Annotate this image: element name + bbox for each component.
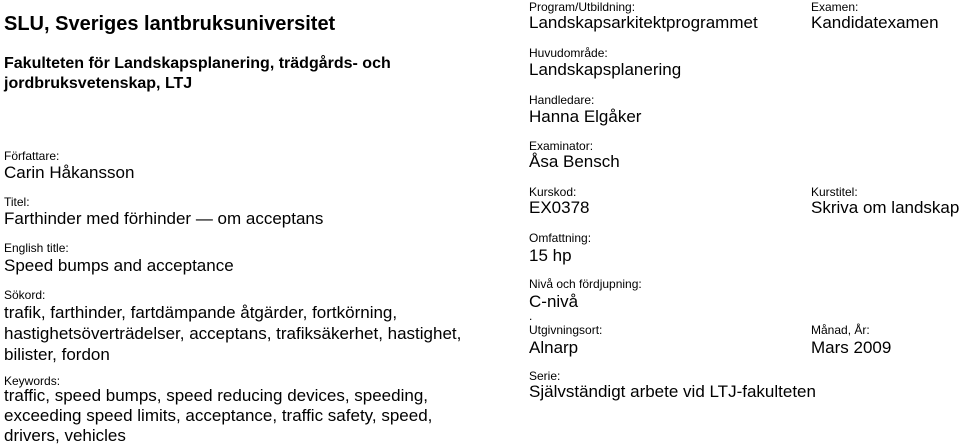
serie-value: Självständigt arbete vid LTJ-fakulteten <box>529 382 816 401</box>
university-name: SLU, Sveriges lantbruksuniversitet <box>4 13 336 35</box>
keywords-value: traffic, speed bumps, speed reducing devices, speeding, exceeding speed limits, acceptance, traffic safety, speed, drivers, vehicles <box>4 386 433 445</box>
kurskod-value: EX0378 <box>529 198 590 217</box>
examen-label: Examen: <box>811 0 859 14</box>
huvudomrade-value: Landskapsplanering <box>529 60 682 79</box>
title-label: Titel: <box>4 195 30 209</box>
niva-label: Nivå och fördjupning: <box>529 277 642 291</box>
english-title-value: Speed bumps and acceptance <box>4 256 234 275</box>
author-value: Carin Håkansson <box>4 163 135 182</box>
serie-label: Serie: <box>529 369 561 383</box>
kurstitel-label: Kurstitel: <box>811 185 858 199</box>
examinator-label: Examinator: <box>529 139 594 153</box>
examen-value: Kandidatexamen <box>811 13 939 32</box>
keywords-label: Keywords: <box>4 374 61 388</box>
niva-value: C-nivå <box>529 292 579 311</box>
handledare-label: Handledare: <box>529 93 595 107</box>
utgivningsort-label: Utgivningsort: <box>529 323 603 337</box>
faculty-name: Fakulteten för Landskapsplanering, trädgårds- och jordbruksvetenskap, LTJ <box>4 55 391 92</box>
sokord-label: Sökord: <box>4 288 46 302</box>
kurstitel-value: Skriva om landskap <box>811 198 960 217</box>
author-label: Författare: <box>4 149 60 163</box>
omfattning-label: Omfattning: <box>529 231 592 245</box>
kurskod-label: Kurskod: <box>529 185 577 199</box>
handledare-value: Hanna Elgåker <box>529 107 642 126</box>
examinator-value: Åsa Bensch <box>529 152 620 171</box>
omfattning-value: 15 hp <box>529 246 572 265</box>
english-title-label: English title: <box>4 241 69 255</box>
sokord-value: trafik, farthinder, fartdämpande åtgärder, fortkörning, hastighetsöverträdelser, acceptans, trafiksäkerhet, hastighet, bilister, fordon <box>4 303 462 364</box>
program-label: Program/Utbildning: <box>529 0 636 14</box>
manad-ar-label: Månad, År: <box>811 323 870 337</box>
manad-ar-value: Mars 2009 <box>811 338 892 357</box>
utgivningsort-value: Alnarp <box>529 338 579 357</box>
program-value: Landskapsarkitektprogrammet <box>529 13 758 32</box>
niva-extra: . <box>529 309 533 323</box>
huvudomrade-label: Huvudområde: <box>529 46 608 60</box>
title-value: Farthinder med förhinder — om acceptans <box>4 209 324 228</box>
